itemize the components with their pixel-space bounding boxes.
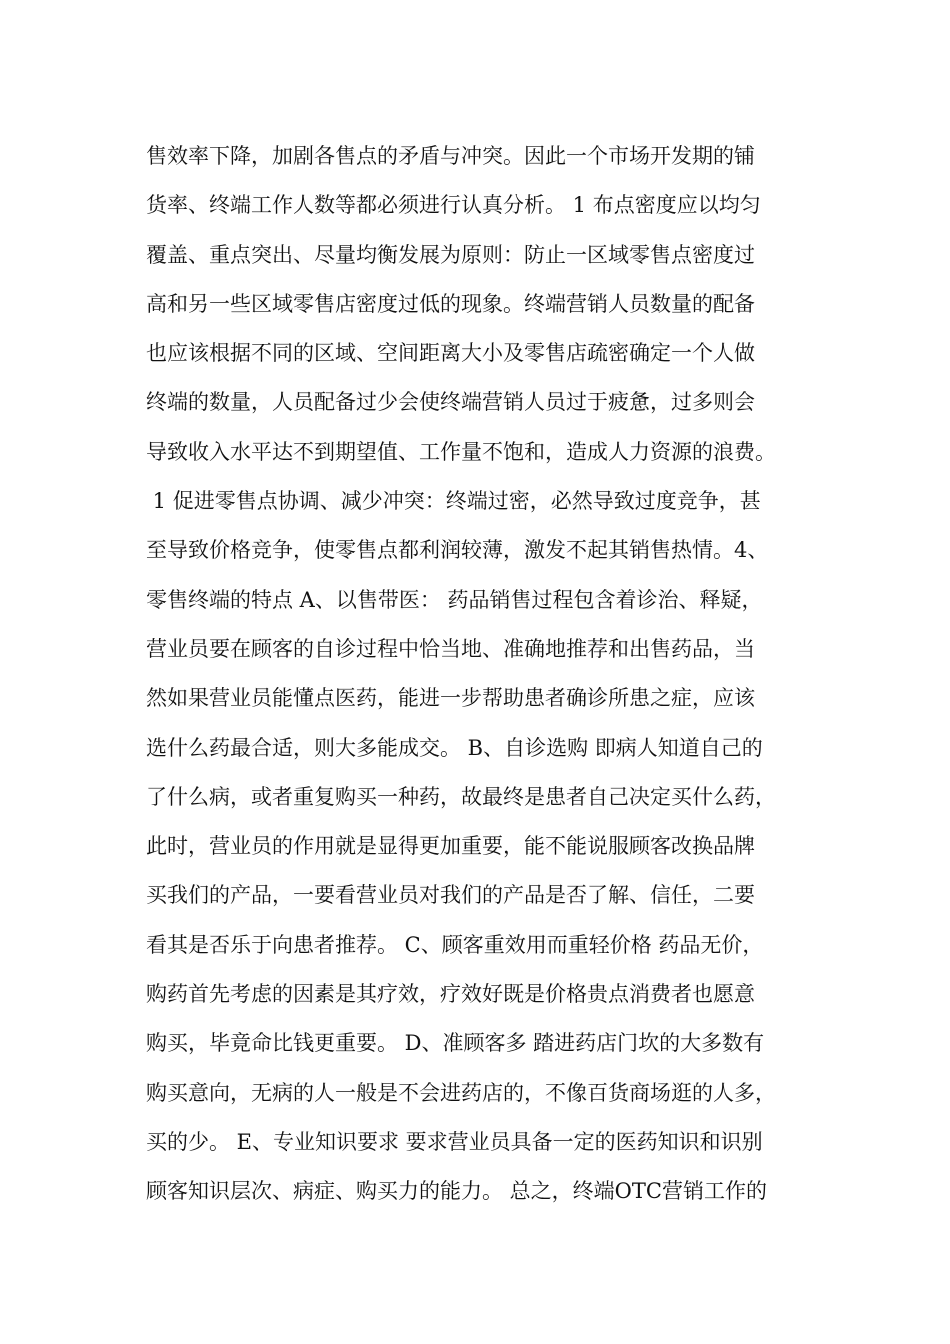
text-line: 1 促进零售点协调、减少冲突：终端过密，必然导致过度竞争，甚 bbox=[146, 489, 761, 514]
text-line: 顾客知识层次、病症、购买力的能力。 总之，终端OTC营销工作的 bbox=[146, 1179, 767, 1204]
text-line: 至导致价格竞争，使零售点都利润较薄，激发不起其销售热情。4、 bbox=[146, 538, 769, 563]
text-line: 购买意向，无病的人一般是不会进药店的，不像百货商场逛的人多， bbox=[146, 1080, 776, 1105]
text-line: 了什么病，或者重复购买一种药，故最终是患者自己决定买什么药， bbox=[146, 784, 776, 809]
text-line: 覆盖、重点突出、尽量均衡发展为原则：防止一区域零售点密度过 bbox=[146, 242, 755, 267]
text-line: 营业员要在顾客的自诊过程中恰当地、准确地推荐和出售药品，当 bbox=[146, 636, 755, 661]
text-line: 购药首先考虑的因素是其疗效，疗效好既是价格贵点消费者也愿意 bbox=[146, 982, 755, 1007]
text-line: 购买，毕竟命比钱更重要。 D、准顾客多 踏进药店门坎的大多数有 bbox=[146, 1031, 765, 1056]
text-line: 零售终端的特点 A、以售带医： 药品销售过程包含着诊治、释疑， bbox=[146, 587, 763, 612]
text-line: 售效率下降，加剧各售点的矛盾与冲突。因此一个市场开发期的铺 bbox=[146, 144, 755, 168]
text-line: 货率、终端工作人数等都必须进行认真分析。 1 布点密度应以均匀 bbox=[146, 193, 761, 218]
text-line: 高和另一些区域零售店密度过低的现象。终端营销人员数量的配备 bbox=[146, 291, 755, 316]
text-line: 也应该根据不同的区域、空间距离大小及零售店疏密确定一个人做 bbox=[146, 341, 755, 366]
text-line: 导致收入水平达不到期望值、工作量不饱和，造成人力资源的浪费。 bbox=[146, 439, 776, 464]
text-line: 买的少。 E、专业知识要求 要求营业员具备一定的医药知识和识别 bbox=[146, 1129, 763, 1154]
text-line: 看其是否乐于向患者推荐。 C、顾客重效用而重轻价格 药品无价， bbox=[146, 932, 764, 957]
text-line: 选什么药最合适，则大多能成交。 B、自诊选购 即病人知道自己的 bbox=[146, 735, 763, 760]
text-line: 买我们的产品，一要看营业员对我们的产品是否了解、信任，二要 bbox=[146, 883, 755, 908]
text-line: 终端的数量，人员配备过少会使终端营销人员过于疲惫，过多则会 bbox=[146, 390, 755, 415]
body-text bbox=[146, 132, 806, 1217]
text-line: 此时，营业员的作用就是显得更加重要，能不能说服顾客改换品牌 bbox=[146, 834, 755, 859]
text-line: 然如果营业员能懂点医药，能进一步帮助患者确诊所患之症，应该 bbox=[146, 686, 755, 711]
